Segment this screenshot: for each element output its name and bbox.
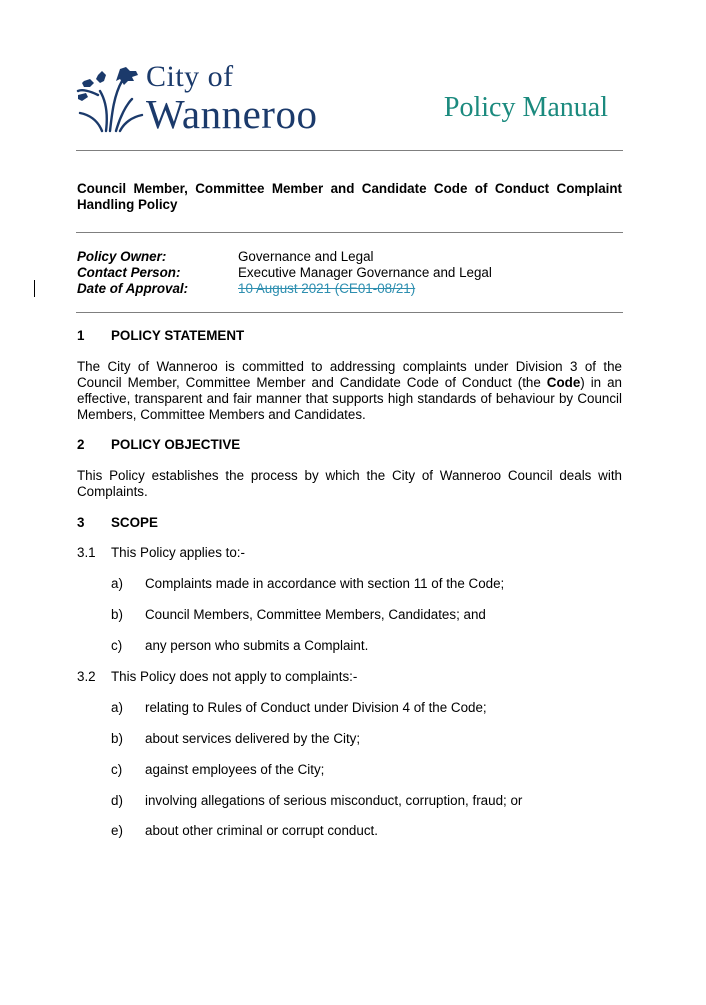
revision-change-bar [34,280,35,297]
list-item-letter: c) [111,762,123,777]
list-item: relating to Rules of Conduct under Division 4 of the Code; [145,700,487,715]
list-item: Complaints made in accordance with section 11 of the Code; [145,576,505,591]
section-2-heading: POLICY OBJECTIVE [111,437,241,452]
list-item-letter: b) [111,731,123,746]
header-divider [76,150,623,151]
list-item-letter: e) [111,823,123,838]
approval-date-label: Date of Approval: [77,281,189,296]
list-item-letter: a) [111,700,123,715]
clause-3-1-text: This Policy applies to:- [111,545,245,560]
section-3-heading: SCOPE [111,515,158,530]
section-1-heading: POLICY STATEMENT [111,328,245,343]
approval-date-value: 10 August 2021 (CE01-08/21) [238,281,416,296]
list-item-letter: d) [111,793,123,808]
policy-owner-label: Policy Owner: [77,249,167,264]
policy-owner-value: Governance and Legal [238,249,374,264]
list-item: any person who submits a Complaint. [145,638,369,653]
code-term: Code [546,375,581,390]
contact-person-value: Executive Manager Governance and Legal [238,265,492,280]
list-item: about other criminal or corrupt conduct. [145,823,378,838]
list-item: about services delivered by the City; [145,731,361,746]
policy-manual-label: Policy Manual [443,92,608,123]
policy-title: Council Member, Committee Member and Candidate Code of Conduct Complaint Handling Policy [77,181,622,212]
list-item-letter: a) [111,576,123,591]
title-divider [76,232,623,233]
list-item: involving allegations of serious misconduct, corruption, fraud; or [145,793,523,808]
list-item-letter: b) [111,607,123,622]
clause-3-2-text: This Policy does not apply to complaints:- [111,669,358,684]
contact-person-label: Contact Person: [77,265,181,280]
clause-3-2-number: 3.2 [77,669,96,684]
section-1-paragraph [77,359,622,423]
section-1-number: 1 [77,328,85,343]
section-3-number: 3 [77,515,85,530]
logo-city-text: City of [146,60,234,93]
meta-divider [76,312,623,313]
clause-3-1-number: 3.1 [77,545,96,560]
section-1-text-b: ) in an effective, transparent and fair manner that supports high standards of behaviour by Council Members, Committee Members and Candidates. [77,375,622,422]
list-item: against employees of the City; [145,762,325,777]
section-2-paragraph: This Policy establishes the process by which the City of Wanneroo Council deals with Complaints. [77,468,622,499]
section-1-text-a: The City of Wanneroo is committed to addressing complaints under Division 3 of the Council Member, Committee Member and Candidate Code of Conduct (the [77,359,622,390]
section-2-number: 2 [77,437,85,452]
list-item: Council Members, Committee Members, Candidates; and [145,607,486,622]
wanneroo-logo-icon [76,65,146,133]
list-item-letter: c) [111,638,123,653]
logo-wanneroo-text: Wanneroo [146,91,318,137]
